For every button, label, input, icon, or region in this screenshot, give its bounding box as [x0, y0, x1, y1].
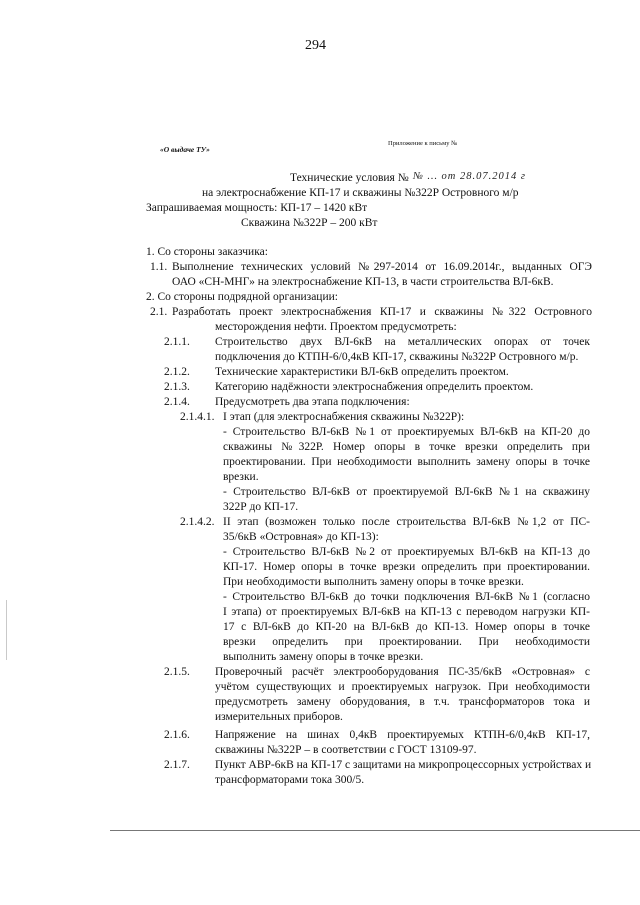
- header-left: «О выдаче ТУ»: [160, 145, 210, 154]
- item-2-1-4-2-b2: I этапа) от проектируемых ВЛ-6кВ на КП-13 с переводом нагрузки КП-: [223, 606, 590, 618]
- item-2-1-4-2-a3: При необходимости выполнить замену опоры в точке врезки.: [223, 576, 524, 588]
- section-1-heading: 1. Со стороны заказчика:: [146, 246, 268, 258]
- item-2-1-4-number: 2.1.4.: [164, 396, 190, 408]
- item-2-1-line2: месторождения нефти. Проектом предусмотреть:: [215, 321, 457, 333]
- title-label: Технические условия №: [290, 172, 409, 184]
- item-2-1-4-1-a1: - Строительство ВЛ-6кВ №1 от проектируемых ВЛ-6кВ на КП-20 до: [223, 426, 590, 438]
- item-2-1-6-line2: скважины №322Р – в соответствии с ГОСТ 13109-97.: [215, 744, 477, 756]
- item-2-1-4-line1: Предусмотреть два этапа подключения:: [215, 396, 410, 408]
- item-2-1-4-2-b3: 17 с ВЛ-6кВ до КП-20 на ВЛ-6кВ до КП-13. Номер опоры в точке: [223, 621, 590, 633]
- item-2-1-6-number: 2.1.6.: [164, 729, 190, 741]
- item-2-1-4-2-line2: 35/6кВ «Островная» до КП-13):: [223, 531, 379, 543]
- power-line1: Запрашиваемая мощность: КП-17 – 1420 кВт: [146, 202, 368, 214]
- item-2-1-5-number: 2.1.5.: [164, 666, 190, 678]
- item-2-1-1-line2: подключения до КТПН-6/0,4кВ КП-17, скважины №322Р Островного м/р.: [215, 351, 579, 363]
- item-2-1-2-line1: Технические характеристики ВЛ-6кВ определить проектом.: [215, 366, 509, 378]
- item-1-1-line1: Выполнение технических условий №297-2014 от 16.09.2014г., выданных ОГЭ: [172, 261, 592, 273]
- item-2-1-2-number: 2.1.2.: [164, 366, 190, 378]
- item-2-1-6-line1: Напряжение на шинах 0,4кВ проектируемых КТПН-6/0,4кВ КП-17,: [215, 729, 590, 741]
- section-2-heading: 2. Со стороны подрядной организации:: [146, 291, 338, 303]
- item-2-1-7-line1: Пункт АВР-6кВ на КП-17 с защитами на микропроцессорных устройствах и: [215, 759, 592, 771]
- title-line2: на электроснабжение КП-17 и скважины №322Р Островного м/р: [202, 187, 519, 199]
- item-2-1-4-1-a2: скважины №322Р. Номер опоры в точке врезки определить при: [223, 441, 590, 453]
- item-2-1-line1: Разработать проект электроснабжения КП-17 и скважины №322 Островного: [172, 306, 592, 318]
- item-2-1-4-2-b1: - Строительство ВЛ-6кВ до точки подключения ВЛ-6кВ №1 (согласно: [223, 591, 590, 603]
- item-2-1-5-line2: учётом существующих и проектируемых нагрузок. При необходимости: [215, 681, 590, 693]
- item-2-1-5-line1: Проверочный расчёт электрооборудования ПС-35/6кВ «Островная» с: [215, 666, 590, 678]
- item-2-1-7-number: 2.1.7.: [164, 759, 190, 771]
- item-2-1-4-2-line1: II этап (возможен только после строительства ВЛ-6кВ №1,2 от ПС-: [223, 516, 590, 528]
- power-line2: Скважина №322Р – 200 кВт: [241, 217, 378, 229]
- item-2-1-3-line1: Категорию надёжности электроснабжения определить проектом.: [215, 381, 534, 393]
- header-right: Приложение к письму №: [388, 140, 458, 147]
- item-2-1-4-1-b2: 322Р до КП-17.: [223, 501, 299, 513]
- item-2-1-4-1-number: 2.1.4.1.: [180, 411, 215, 423]
- item-2-1-4-2-b4: врезки определить при проектировании. При необходимости: [223, 636, 590, 648]
- item-1-1-line2: ОАО «СН-МНГ» на электроснабжение КП-13, в части строительства ВЛ-6кВ.: [172, 276, 554, 288]
- page-number: 294: [305, 38, 326, 53]
- item-2-1-4-1-a3: проектировании. При необходимости выполнить замену опоры в точке: [223, 456, 590, 468]
- item-2-1-4-2-b5: выполнить замену опоры в точке врезки.: [223, 651, 424, 663]
- item-2-1-number: 2.1.: [150, 306, 168, 318]
- title-handwritten-ref: № … от 28.07.2014 г: [413, 171, 526, 182]
- item-2-1-4-1-a4: врезки.: [223, 471, 259, 483]
- item-1-1-number: 1.1.: [150, 261, 168, 273]
- item-2-1-7-line2: трансформаторами тока 300/5.: [215, 774, 365, 786]
- item-2-1-1-line1: Строительство двух ВЛ-6кВ на металлических опорах от точек: [215, 336, 590, 348]
- footer-rule: [110, 830, 640, 831]
- header-right-mark: [538, 140, 540, 147]
- item-2-1-5-line3: предусмотреть замену оборудования, в т.ч. трансформаторов тока и: [215, 696, 590, 708]
- scan-left-edge: [6, 600, 7, 660]
- item-2-1-4-2-a2: КП-17. Номер опоры в точке врезки определить при проектировании.: [223, 561, 590, 573]
- item-2-1-1-number: 2.1.1.: [164, 336, 190, 348]
- item-2-1-4-1-line1: I этап (для электроснабжения скважины №322Р):: [223, 411, 465, 423]
- item-2-1-4-2-a1: - Строительство ВЛ-6кВ №2 от проектируемых ВЛ-6кВ на КП-13 до: [223, 546, 590, 558]
- item-2-1-4-2-number: 2.1.4.2.: [180, 516, 215, 528]
- item-2-1-4-1-b1: - Строительство ВЛ-6кВ от проектируемой ВЛ-6кВ №1 на скважину: [223, 486, 590, 498]
- item-2-1-3-number: 2.1.3.: [164, 381, 190, 393]
- item-2-1-5-line4: измерительных приборов.: [215, 711, 343, 723]
